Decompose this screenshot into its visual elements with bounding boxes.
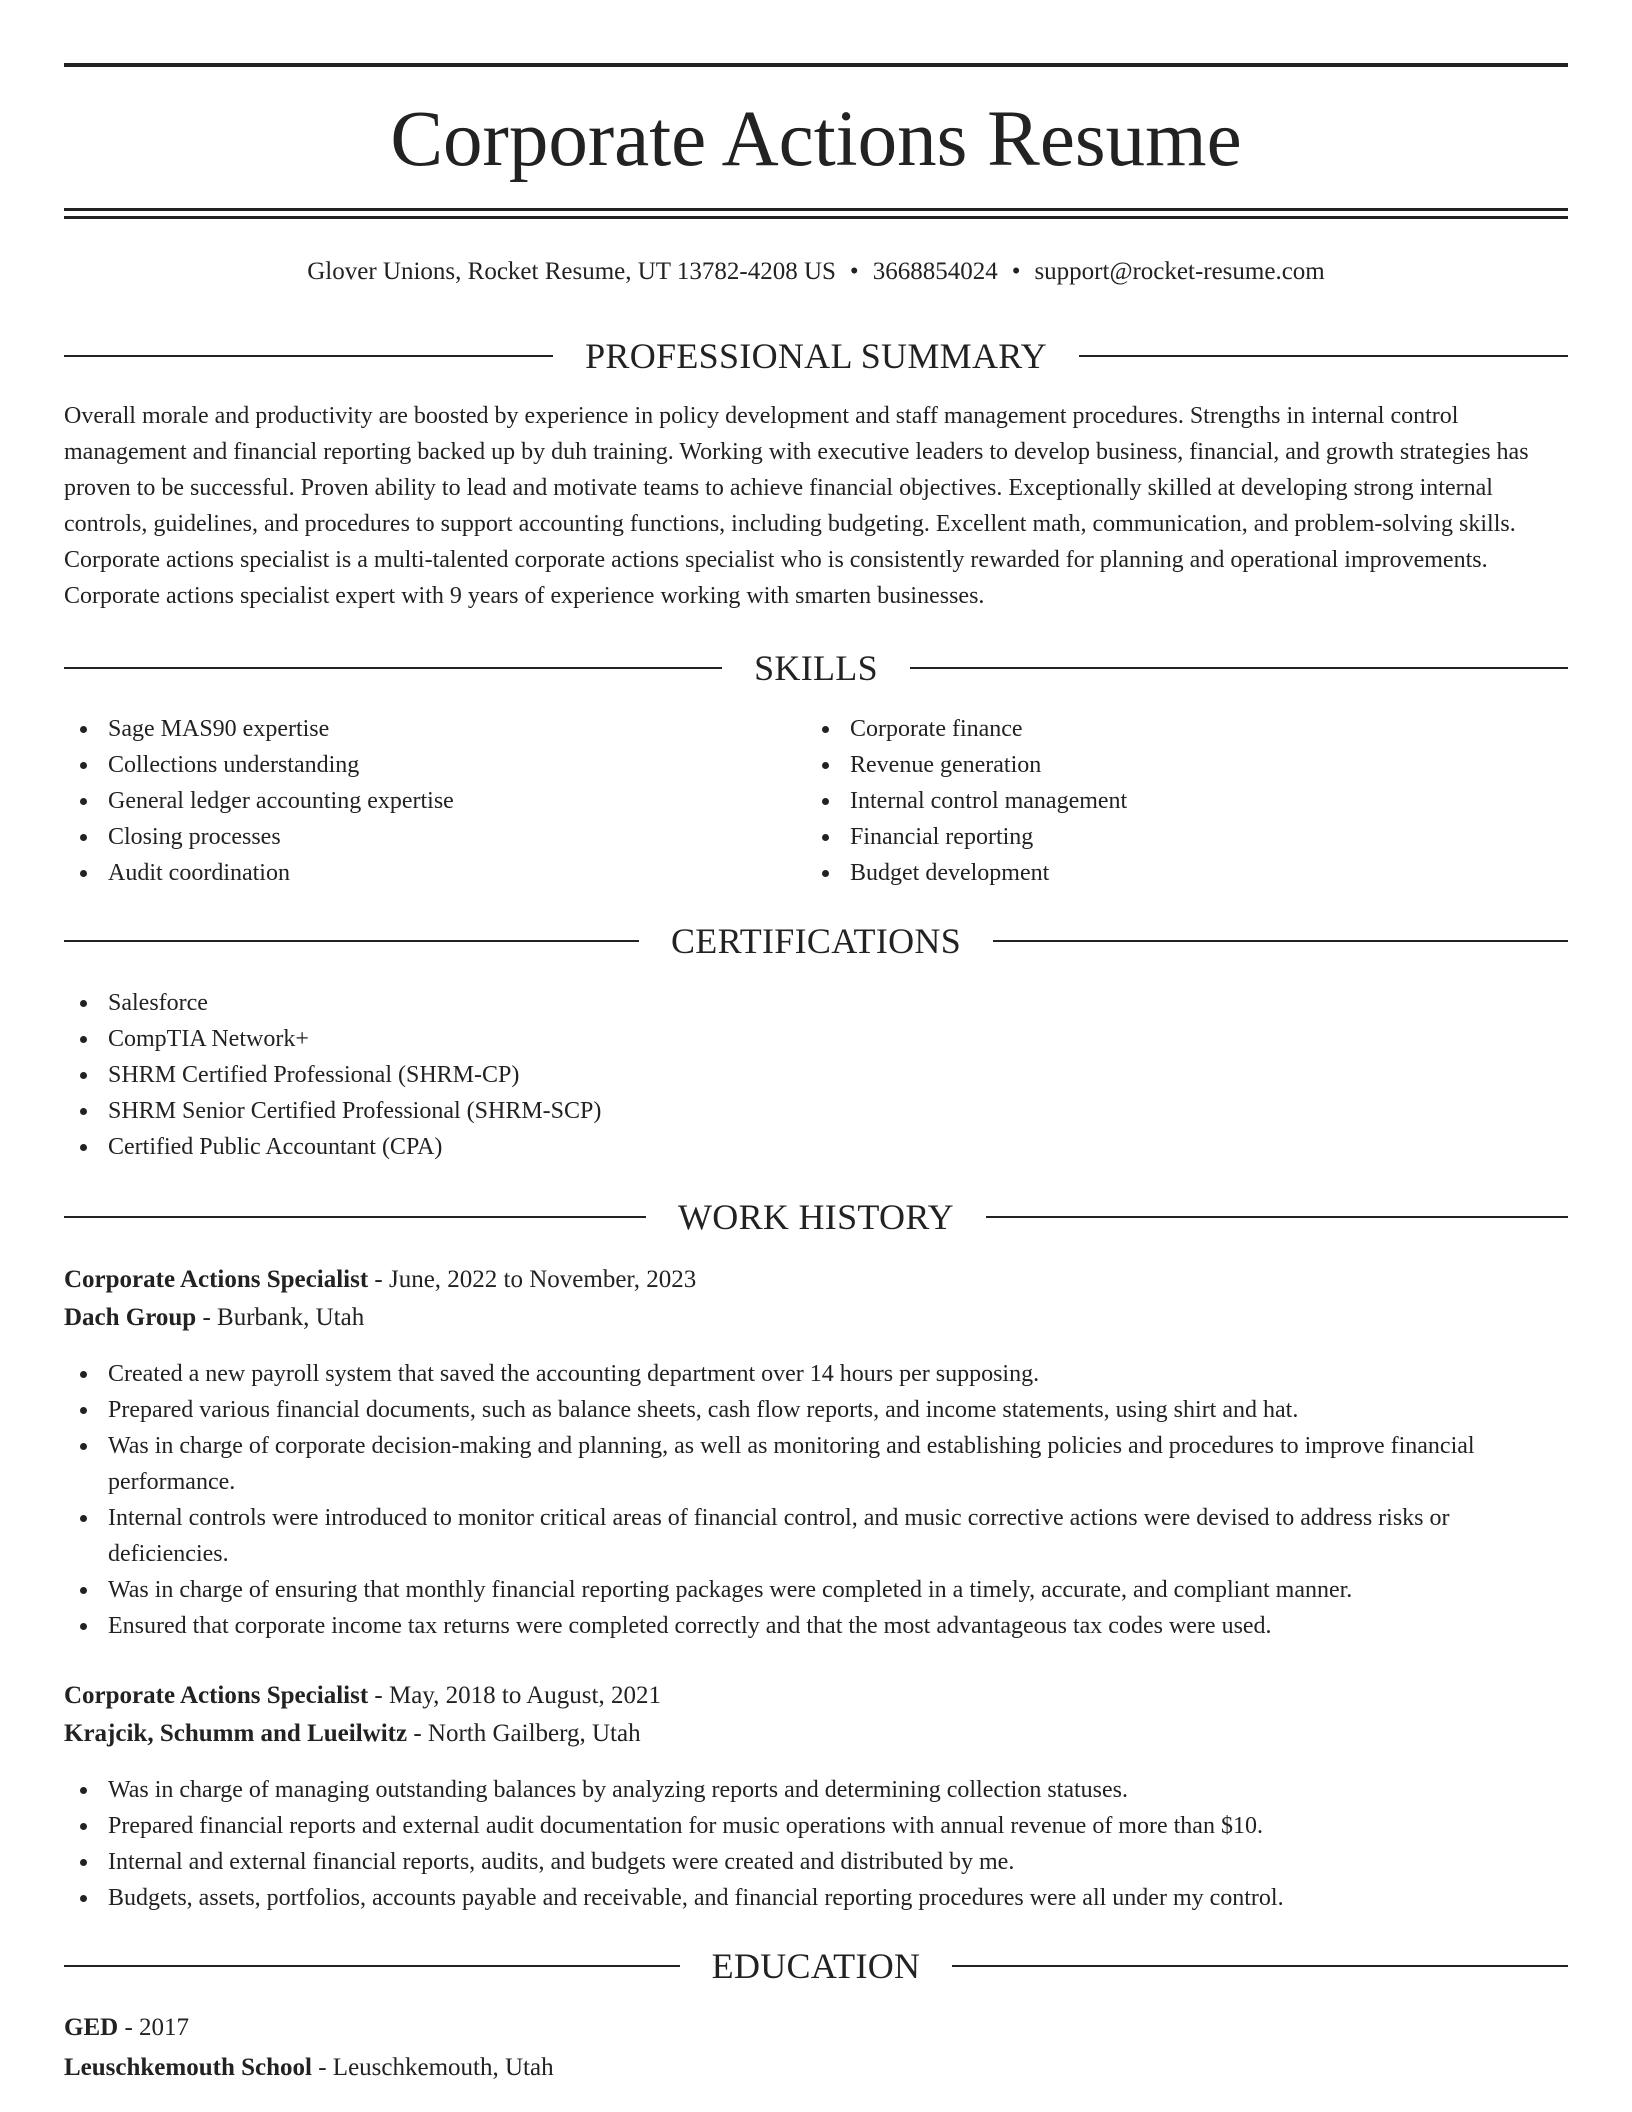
education-location: Leuschkemouth, Utah (332, 2054, 554, 2081)
skill-item: Closing processes (64, 819, 764, 855)
heading-rule (64, 1965, 680, 1967)
summary-paragraph: Overall morale and productivity are boosted by experience in policy development and staff management procedures. Strengths in internal control management and financial reporting backed up by duh training. Working with executive leaders to develop business, financial, and growth strategies has proven to be successful. Proven ability to lead and motivate teams to achieve financial objectives. Exceptionally skilled at developing strong internal controls, guidelines, and procedures to support accounting functions, including budgeting. Excellent math, communication, and problem-solving skills. Corporate actions specialist is a multi-talented corporate actions specialist who is consistently rewarded for planning and operational improvements. Corporate actions specialist expert with 9 years of experience working with smarten businesses. (64, 403, 1529, 609)
skill-item: Sage MAS90 expertise (64, 711, 764, 747)
job-company-line (64, 1300, 1568, 1336)
skill-item: Corporate finance (806, 711, 1506, 747)
skills-list-right (806, 711, 1506, 891)
skill-item: General ledger accounting expertise (64, 783, 764, 819)
section-heading-skills (64, 645, 1568, 691)
heading-rule (64, 1216, 646, 1218)
contact-separator: • (849, 258, 859, 285)
certification-item: Salesforce (64, 985, 1568, 1021)
certification-item: SHRM Certified Professional (SHRM-CP) (64, 1057, 1568, 1093)
heading-rule (64, 355, 553, 357)
dash: - (374, 1266, 383, 1293)
job-bullet: Prepared financial reports and external audit documentation for music operations with annual revenue of more than $10. (64, 1808, 1568, 1844)
skill-item: Revenue generation (806, 747, 1506, 783)
heading-rule (1079, 355, 1568, 357)
contact-separator: • (1011, 258, 1021, 285)
job-bullet: Budgets, assets, portfolios, accounts payable and receivable, and financial reporting procedures were all under my control. (64, 1880, 1568, 1916)
job-title-line (64, 1678, 1568, 1714)
dash: - (318, 2054, 327, 2081)
job-company: Krajcik, Schumm and Lueilwitz (64, 1720, 408, 1747)
section-title: CERTIFICATIONS (670, 921, 962, 961)
section-heading-certifications (64, 918, 1568, 964)
job-company-line (64, 1716, 1568, 1752)
job-bullet: Ensured that corporate income tax returns were completed correctly and that the most advantageous tax codes were used. (64, 1608, 1568, 1644)
skill-item: Budget development (806, 855, 1506, 891)
skill-item: Internal control management (806, 783, 1506, 819)
section-heading-work-history (64, 1194, 1568, 1240)
job-company: Dach Group (64, 1304, 197, 1331)
section-title: WORK HISTORY (678, 1197, 954, 1237)
job-bullet: Created a new payroll system that saved the accounting department over 14 hours per supposing. (64, 1356, 1568, 1392)
dash: - (202, 1304, 211, 1331)
section-heading-summary (64, 333, 1568, 379)
certification-item: CompTIA Network+ (64, 1021, 1568, 1057)
skill-item: Collections understanding (64, 747, 764, 783)
job-title-line (64, 1262, 1568, 1298)
dash: - (374, 1682, 383, 1709)
job-bullet: Was in charge of ensuring that monthly financial reporting packages were completed in a timely, accurate, and compliant manner. (64, 1572, 1568, 1608)
heading-rule (986, 1216, 1568, 1218)
page-title: Corporate Actions Resume (390, 96, 1242, 183)
section-title: SKILLS (754, 648, 878, 688)
skills-list-left (64, 711, 764, 891)
heading-rule (952, 1965, 1568, 1967)
job-bullet: Was in charge of managing outstanding balances by analyzing reports and determining collection statuses. (64, 1772, 1568, 1808)
education-school: Leuschkemouth School (64, 2054, 312, 2081)
job-dates: May, 2018 to August, 2021 (388, 1682, 661, 1709)
heading-rule (64, 940, 639, 942)
job-bullet: Internal and external financial reports, audits, and budgets were created and distributed by me. (64, 1844, 1568, 1880)
heading-rule (910, 667, 1568, 669)
education-degree: GED (64, 2014, 119, 2041)
title-rule-lower (64, 216, 1568, 219)
contact-phone: 3668854024 (872, 258, 998, 285)
certification-item: Certified Public Accountant (CPA) (64, 1129, 1568, 1165)
education-school-line (64, 2050, 1568, 2086)
job-bullet: Was in charge of corporate decision-making and planning, as well as monitoring and establishing policies and procedures to improve financial performance. (64, 1428, 1568, 1500)
job-bullets (64, 1356, 1568, 1644)
title-rule-upper (64, 208, 1568, 211)
job-dates: June, 2022 to November, 2023 (388, 1266, 697, 1293)
certifications-list (64, 985, 1568, 1165)
job-bullet: Internal controls were introduced to monitor critical areas of financial control, and music corrective actions were devised to address risks or deficiencies. (64, 1500, 1568, 1572)
section-title: EDUCATION (711, 1946, 921, 1986)
dash: - (124, 2014, 133, 2041)
education-year: 2017 (139, 2014, 190, 2041)
job-location: Burbank, Utah (217, 1304, 365, 1331)
section-heading-education (64, 1943, 1568, 1989)
certification-item: SHRM Senior Certified Professional (SHRM-SCP) (64, 1093, 1568, 1129)
heading-rule (993, 940, 1568, 942)
skill-item: Financial reporting (806, 819, 1506, 855)
section-title: PROFESSIONAL SUMMARY (585, 336, 1047, 376)
contact-email[interactable]: support@rocket-resume.com (1034, 258, 1325, 285)
job-bullets (64, 1772, 1568, 1916)
dash: - (413, 1720, 422, 1747)
contact-line (64, 256, 1568, 288)
skill-item: Audit coordination (64, 855, 764, 891)
top-rule (64, 63, 1568, 67)
education-degree-line (64, 2010, 1568, 2046)
job-location: North Gailberg, Utah (427, 1720, 641, 1747)
heading-rule (64, 667, 722, 669)
job-bullet: Prepared various financial documents, such as balance sheets, cash flow reports, and income statements, using shirt and hat. (64, 1392, 1568, 1428)
job-title: Corporate Actions Specialist (64, 1266, 369, 1293)
job-title: Corporate Actions Specialist (64, 1682, 369, 1709)
contact-address: Glover Unions, Rocket Resume, UT 13782-4208 US (307, 258, 836, 285)
